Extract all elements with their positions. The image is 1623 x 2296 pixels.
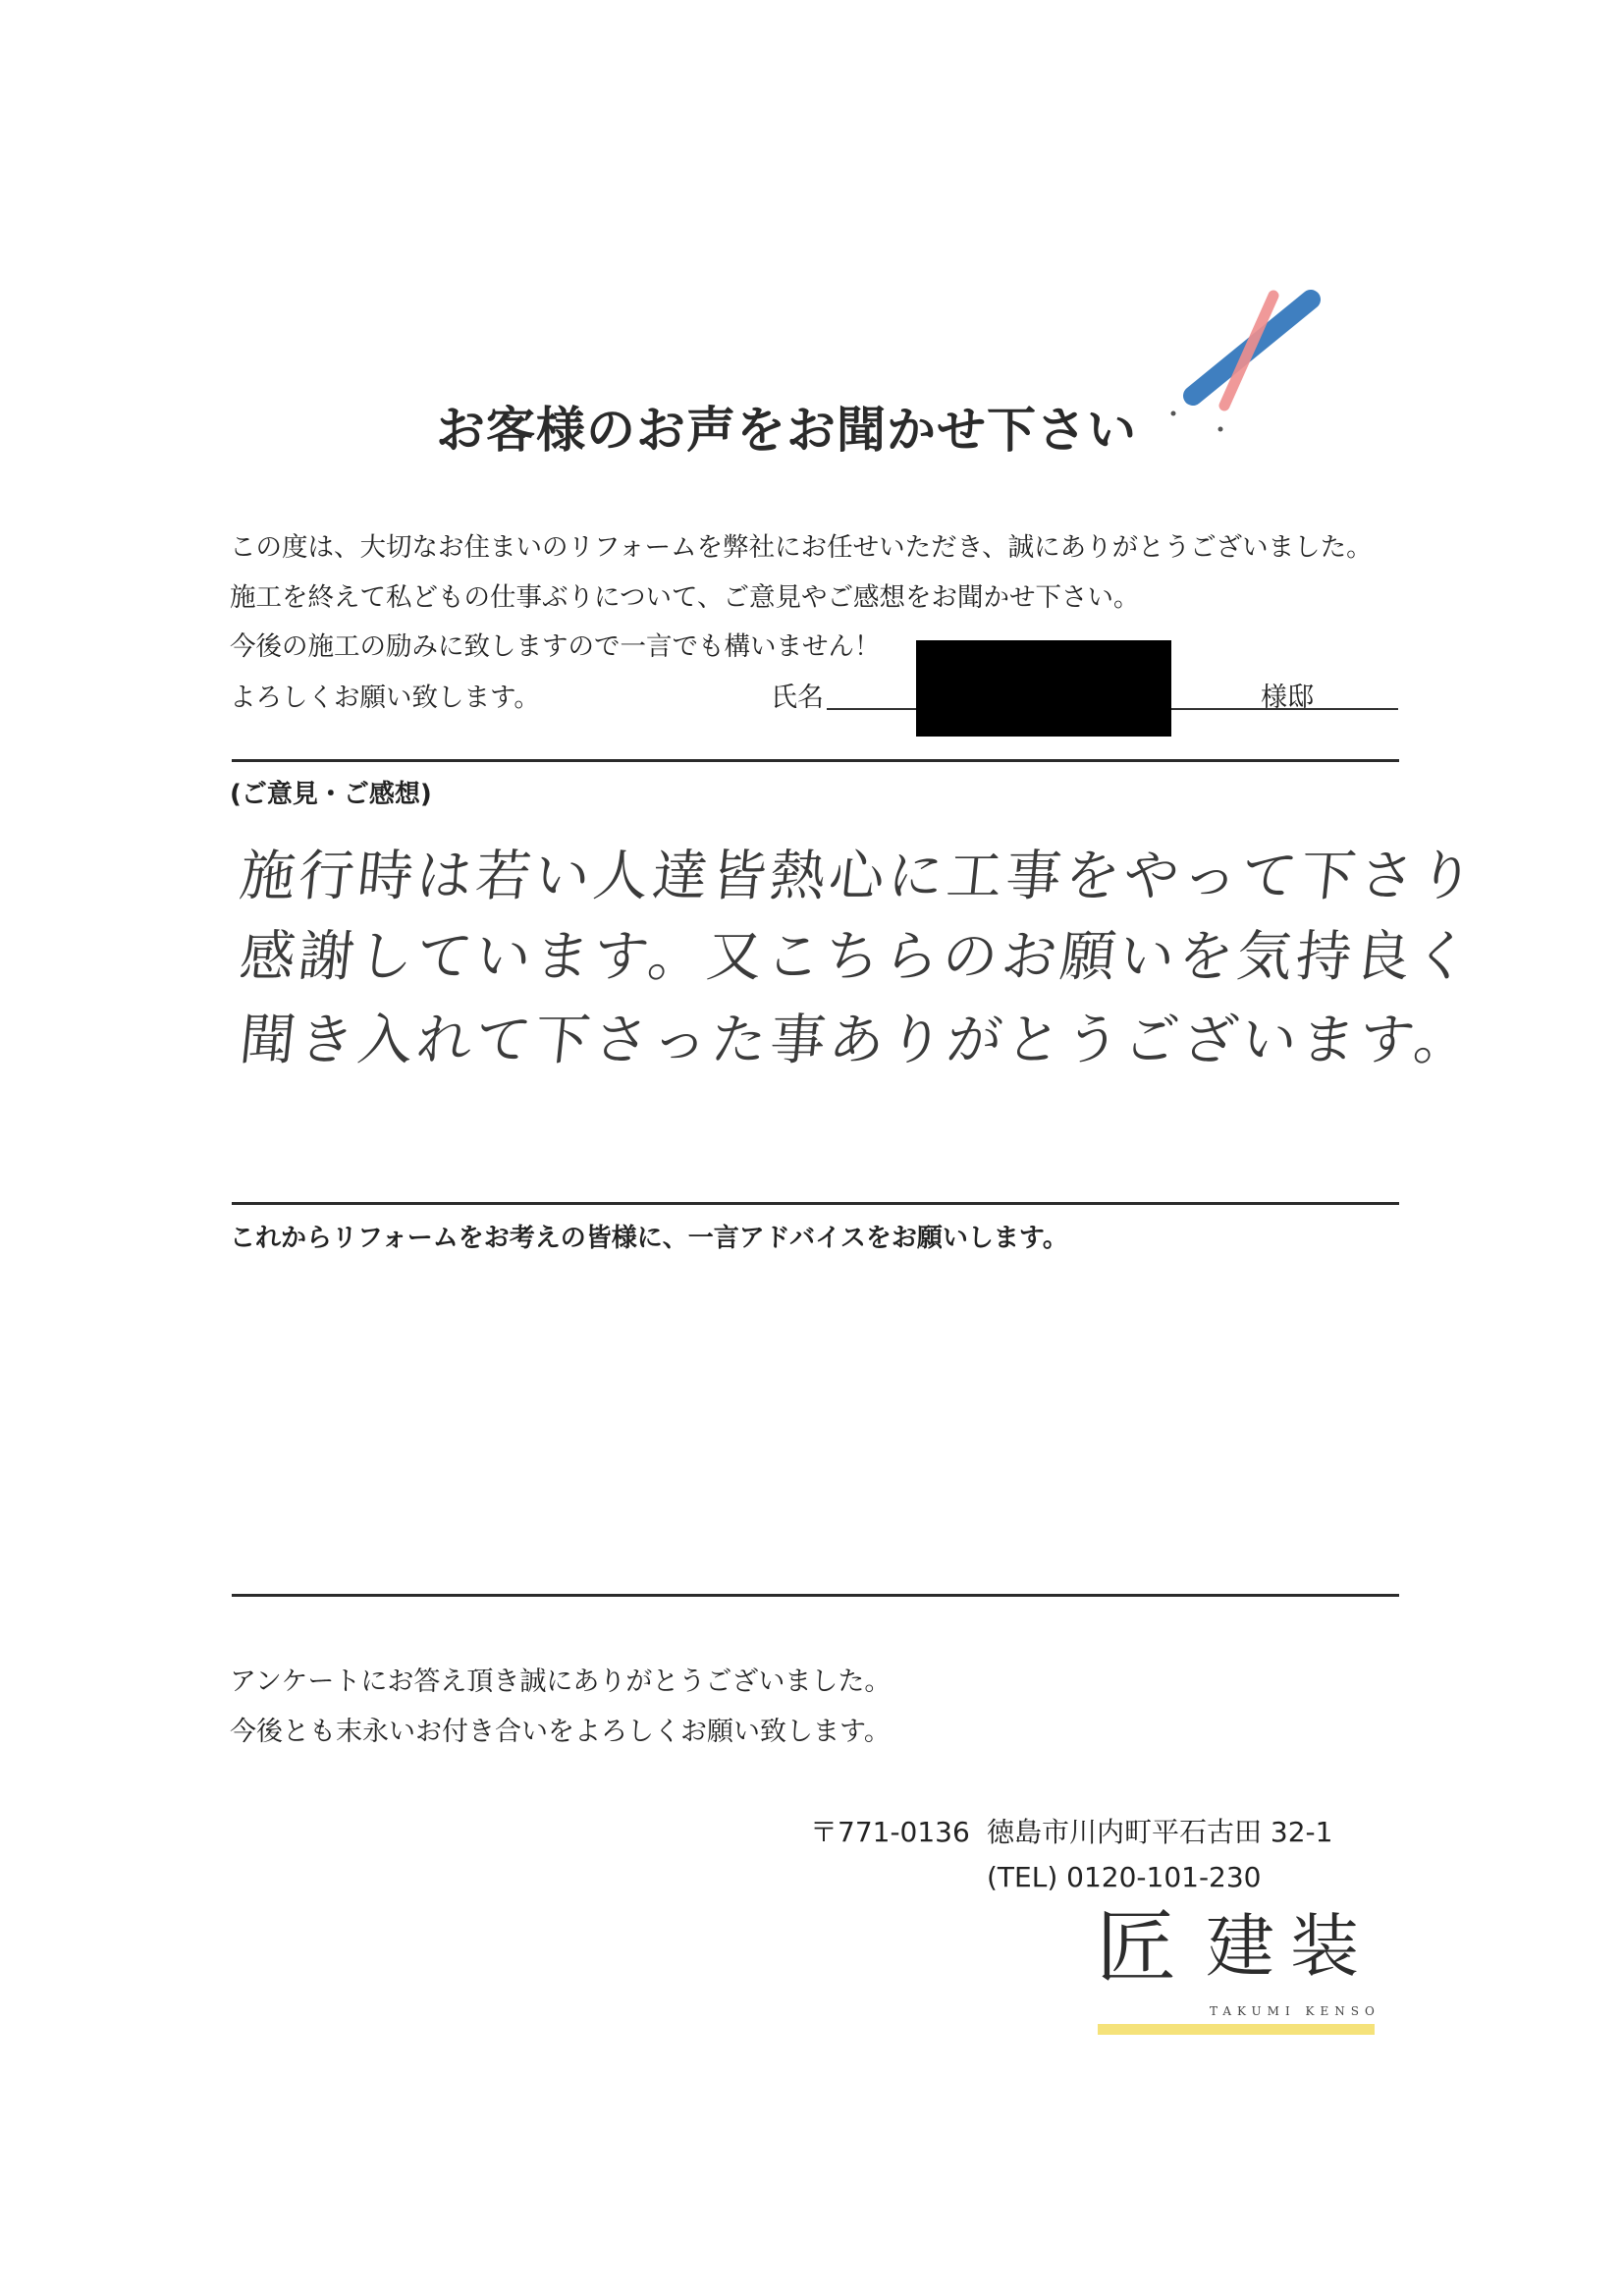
intro-line-2: 施工を終えて私どもの仕事ぶりについて、ご意見やご感想をお聞かせ下さい。 [230, 582, 1140, 613]
handwritten-line-2: 感謝しています。又こちらのお願いを気持良く [237, 925, 1477, 989]
advice-heading: これからリフォームをお考えの皆様に、一言アドバイスをお願いします。 [230, 1224, 1068, 1253]
intro-line-4: よろしくお願い致します。 [230, 683, 540, 713]
page-title: お客様のお声をお聞かせ下さい [436, 402, 1137, 459]
company-tel: (TEL) 0120-101-230 [987, 1861, 1262, 1893]
company-address: 徳島市川内町平石古田 32-1 [987, 1816, 1333, 1848]
logo-char-2: 建 [1206, 1906, 1274, 1987]
pen-icon [1163, 290, 1325, 437]
divider-top [232, 759, 1399, 762]
logo-subtitle: TAKUMI KENSO [1210, 2004, 1380, 2018]
intro-line-1: この度は、大切なお住まいのリフォームを弊社にお任せいただき、誠にありがとうございました。 [230, 532, 1373, 563]
honorific-label: 様邸 [1261, 683, 1314, 713]
company-logo [1096, 1901, 1380, 2041]
logo-char-1: 匠 [1096, 1901, 1177, 1995]
logo-char-3: 装 [1290, 1906, 1359, 1987]
divider-middle [232, 1202, 1399, 1205]
name-label: 氏名 [771, 683, 824, 713]
closing-line-1: アンケートにお答え頂き誠にありがとうございました。 [230, 1667, 892, 1697]
divider-bottom [232, 1594, 1399, 1597]
redacted-name-box [916, 640, 1171, 737]
logo-underline-bar [1098, 2024, 1375, 2035]
handwritten-line-3: 聞き入れて下さった事ありがとうございます。 [237, 1009, 1477, 1072]
handwritten-line-1: 施行時は若い人達皆熱心に工事をやって下さり [237, 845, 1481, 908]
postal-code: 〒771-0136 [810, 1816, 970, 1848]
closing-line-2: 今後とも末永いお付き合いをよろしくお願い致します。 [230, 1717, 891, 1747]
feedback-heading: (ご意見・ご感想) [230, 780, 432, 809]
intro-line-3: 今後の施工の励みに致しますので一言でも構いません！ [230, 631, 881, 662]
